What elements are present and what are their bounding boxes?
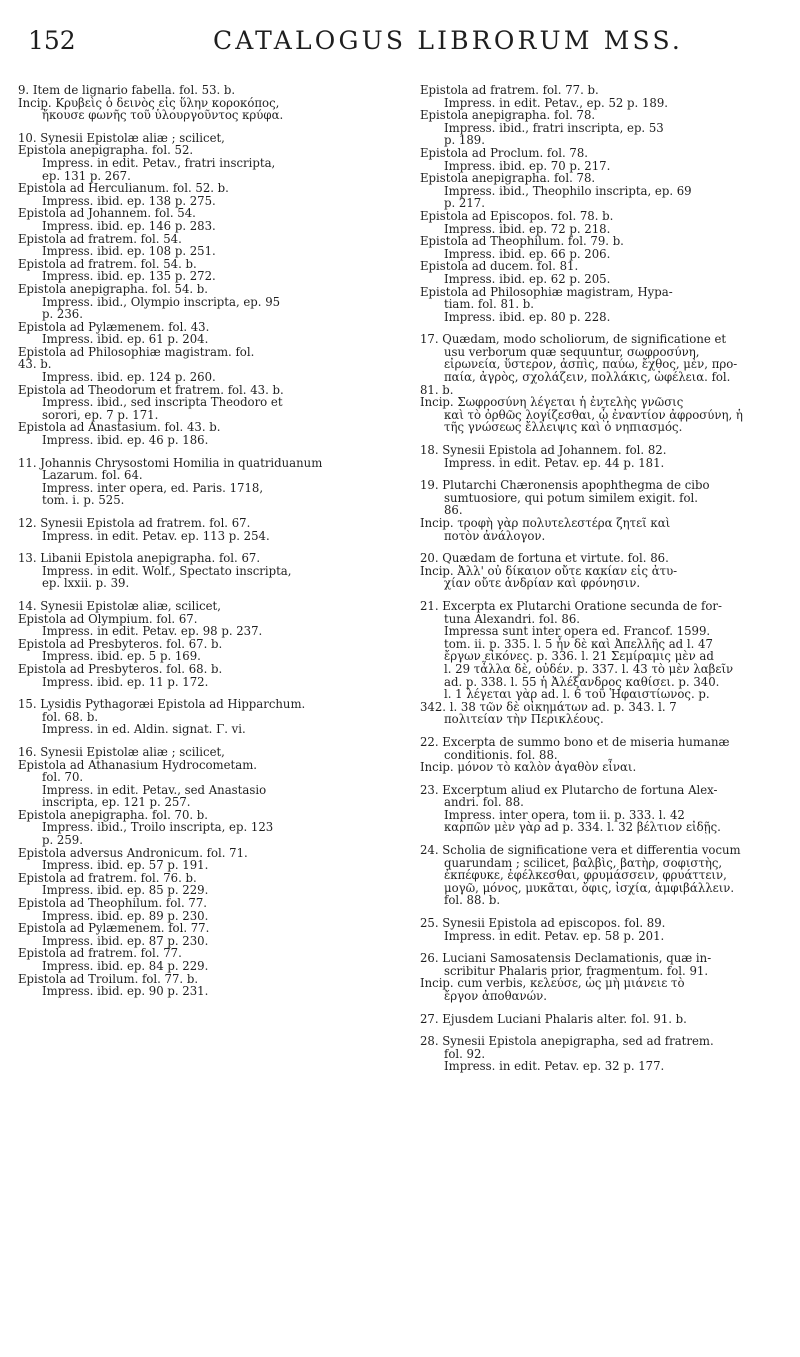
entry-line: Impress. ibid. ep. 72 p. 218. bbox=[444, 221, 611, 236]
entry-line: Impress. ibid. ep. 84 p. 229. bbox=[42, 959, 209, 973]
entry-line: 11. Johannis Chrysostomi Homilia in quatriduanum bbox=[18, 455, 323, 470]
entry-line: Impress. in ed. Aldin. signat. Γ. vi. bbox=[42, 722, 246, 737]
entry-line: 9. Item de lignario fabella. fol. 53. b. bbox=[18, 83, 236, 97]
catalogue-entry bbox=[420, 952, 790, 1002]
entry-line: χίαν οὔτε ἀνδρίαν καὶ φρόνησιν. bbox=[444, 576, 641, 591]
entry-line: andri. fol. 88. bbox=[444, 795, 524, 810]
entry-line: Impress. ibid. ep. 87 p. 230. bbox=[42, 933, 209, 948]
entry-line: παία, ἀγρὸς, σχολάζειν, πολλάκις, ὠφέλεια. fol. bbox=[444, 370, 731, 385]
entry-line: scribitur Phalaris prior, fragmentum. fol. 91. bbox=[444, 963, 709, 978]
entry-line: Impress. ibid. ep. 61 p. 204. bbox=[42, 332, 209, 347]
catalogue-entry bbox=[18, 457, 388, 507]
page-header bbox=[0, 24, 800, 64]
catalogue-entry bbox=[420, 479, 790, 542]
entry-line: fol. 88. b. bbox=[444, 893, 501, 908]
entry-line: inscripta, ep. 121 p. 257. bbox=[42, 795, 191, 810]
entry-line: ἔργων εἰκόνες. p. 336. l. 21 Σεμίραμις μὲν ad bbox=[444, 649, 714, 664]
entry-line: Impress. in edit. Petav., fratri inscripta, bbox=[42, 155, 276, 170]
catalogue-entry bbox=[18, 552, 388, 590]
entry-line: 24. Scholia de significatione vera et differentia vocum bbox=[420, 843, 741, 858]
entry-line: p. 189. bbox=[444, 133, 485, 148]
entry-line: μογῶ, μόνος, μυκᾶται, ὄφις, ἰσχία, ἀμφιβάλλειν. bbox=[444, 880, 735, 895]
catalogue-entry bbox=[420, 917, 790, 942]
entry-line: sorori, ep. 7 p. 171. bbox=[42, 407, 159, 422]
entry-line: Incip. μόνον τὸ καλὸν ἀγαθὸν εἶναι. bbox=[420, 760, 637, 775]
entry-line: ep. 131 p. 267. bbox=[42, 168, 131, 183]
entry-line: l. 29 τἆλλα δὲ, οὐδέν. p. 337. l. 43 τὸ μὲν λαβεῖν bbox=[444, 661, 734, 676]
entry-line: Impress. in edit. Wolf., Spectato inscripta, bbox=[42, 563, 292, 578]
entry-line: Impress. ibid. ep. 85 p. 229. bbox=[42, 883, 209, 898]
entry-line: sumtuosiore, qui potum similem exigit. fol. bbox=[444, 490, 698, 505]
entry-line: Impress. in edit. Petav. ep. 58 p. 201. bbox=[444, 928, 665, 943]
entry-line: Impress. ibid., Olympio inscripta, ep. 95 bbox=[42, 294, 281, 309]
catalogue-entry bbox=[420, 784, 790, 834]
catalogue-entry bbox=[420, 333, 790, 434]
entry-line: 16. Synesii Epistolæ aliæ ; scilicet, bbox=[18, 744, 225, 759]
entry-line: Impress. ibid. ep. 66 p. 206. bbox=[444, 246, 611, 261]
catalogue-entry bbox=[420, 84, 790, 323]
catalogue-entry bbox=[18, 600, 388, 688]
catalogue-entry bbox=[420, 1013, 790, 1026]
entry-line: Epistola ad fratrem. fol. 76. b. bbox=[18, 870, 197, 885]
entry-line: Epistola ad ducem. fol. 81. bbox=[420, 259, 579, 274]
entry-line: ad. p. 338. l. 55 ἡ Ἀλέξανδρος καθίσει. p. 340. bbox=[444, 674, 720, 689]
entry-line: Impress. ibid. ep. 70 p. 217. bbox=[444, 158, 611, 173]
entry-line: ep. lxxii. p. 39. bbox=[42, 576, 130, 591]
entry-line: Impress. ibid. ep. 62 p. 205. bbox=[444, 271, 611, 286]
entry-line: conditionis. fol. 88. bbox=[444, 747, 558, 762]
catalogue-entry bbox=[420, 736, 790, 774]
entry-line: Incip. Κρυβεὶς ὁ δεινὸς εἰς ὕλην κοροκόπος, bbox=[18, 95, 280, 110]
entry-line: Epistola ad Episcopos. fol. 78. b. bbox=[420, 208, 614, 223]
entry-line: Incip. Ἀλλ' οὐ δίκαιον οὔτε κακίαν εἰς ἀτυ- bbox=[420, 563, 678, 578]
entry-line: καρπῶν μὲν γὰρ ad p. 334. l. 32 βέλτιον εἰδῇς. bbox=[444, 820, 721, 835]
entry-line: 10. Synesii Epistolæ aliæ ; scilicet, bbox=[18, 130, 225, 145]
entry-line: 342. l. 38 τῶν δὲ οἰκημάτων ad. p. 343. l. 7 bbox=[420, 699, 677, 714]
entry-line: tom. i. p. 525. bbox=[42, 493, 125, 508]
entry-line: 26. Luciani Samosatensis Declamationis, quæ in- bbox=[420, 951, 712, 966]
entry-line: 81. b. bbox=[420, 382, 454, 397]
catalogue-entry bbox=[420, 552, 790, 590]
entry-line: tom. ii. p. 335. l. 5 ἦν δὲ καὶ Ἀπελλῆς ad l. 47 bbox=[444, 636, 713, 651]
entry-line: Impress. ibid. ep. 11 p. 172. bbox=[42, 674, 209, 689]
left-column bbox=[18, 84, 388, 1008]
entry-line: ἤκουσε φωνῆς τοῦ ὑλουργοῦντος κρύφα. bbox=[42, 108, 284, 123]
entry-line: Epistola anepigrapha. fol. 70. b. bbox=[18, 807, 209, 822]
entry-line: Epistola ad Olympium. fol. 67. bbox=[18, 611, 198, 626]
entry-line: πολιτείαν τὴν Περικλέους. bbox=[444, 712, 604, 727]
entry-line: Epistola ad fratrem. fol. 77. bbox=[18, 946, 182, 961]
entry-line: Epistola ad fratrem. fol. 54. b. bbox=[18, 256, 197, 271]
entry-line: quarundam ; scilicet, βαλβὶς, βατὴρ, σοφιστὴς, bbox=[444, 855, 723, 870]
entry-line: Impress. ibid., Theophilo inscripta, ep. 69 bbox=[444, 183, 692, 198]
entry-line: tuna Alexandri. fol. 86. bbox=[444, 611, 580, 626]
entry-line: Impress. inter opera, ed. Paris. 1718, bbox=[42, 480, 264, 495]
entry-line: 18. Synesii Epistola ad Johannem. fol. 82. bbox=[420, 443, 667, 458]
entry-line: p. 217. bbox=[444, 196, 485, 211]
entry-line: 23. Excerptum aliud ex Plutarcho de fortuna Alex- bbox=[420, 782, 718, 797]
entry-line: Impress. ibid. ep. 138 p. 275. bbox=[42, 193, 216, 208]
catalogue-entry bbox=[18, 746, 388, 998]
entry-line: Impress. ibid. ep. 90 p. 231. bbox=[42, 984, 209, 999]
catalogue-entry bbox=[18, 698, 388, 736]
entry-line: Impress. in edit. Petav. ep. 32 p. 177. bbox=[444, 1059, 665, 1074]
entry-line: fol. 68. b. bbox=[42, 709, 99, 724]
entry-line: Impress. in edit. Petav., ep. 52 p. 189. bbox=[444, 95, 668, 110]
running-head: CATALOGUS LIBRORUM MSS. bbox=[212, 26, 684, 55]
entry-line: p. 259. bbox=[42, 833, 83, 848]
entry-line: Impressa sunt inter opera ed. Francof. 1599. bbox=[444, 624, 711, 639]
entry-line: ἔργον ἀποθανών. bbox=[444, 989, 547, 1003]
entry-line: Epistola ad Philosophiæ magistram, Hypa- bbox=[420, 284, 673, 299]
entry-line: 27. Ejusdem Luciani Phalaris alter. fol. 91. b. bbox=[420, 1011, 687, 1026]
entry-line: 17. Quædam, modo scholiorum, de significatione et bbox=[420, 332, 727, 347]
entry-line: Epistola ad Theodorum et fratrem. fol. 43. b. bbox=[18, 382, 284, 397]
catalogue-entry bbox=[18, 132, 388, 447]
entry-line: Impress. ibid., fratri inscripta, ep. 53 bbox=[444, 120, 664, 135]
entry-line: ἐκπέφυκε, ἐφέλκεσθαι, φρυμάσσειν, φρυάττειν, bbox=[444, 868, 727, 883]
entry-line: tiam. fol. 81. b. bbox=[444, 297, 534, 312]
entry-line: Lazarum. fol. 64. bbox=[42, 468, 143, 483]
entry-line: Incip. τροφὴ γὰρ πολυτελεστέρα ζητεῖ καὶ bbox=[420, 516, 671, 530]
entry-line: Impress. ibid. ep. 46 p. 186. bbox=[42, 433, 209, 448]
catalogue-entry bbox=[18, 84, 388, 122]
entry-line: Epistola ad Proclum. fol. 78. bbox=[420, 145, 588, 160]
entry-line: Epistola anepigrapha. fol. 78. bbox=[420, 171, 596, 186]
entry-line: Impress. ibid. ep. 146 p. 283. bbox=[42, 218, 216, 233]
entry-line: 12. Synesii Epistola ad fratrem. fol. 67. bbox=[18, 516, 251, 530]
entry-line: Impress. in edit. Petav. ep. 98 p. 237. bbox=[42, 624, 263, 639]
catalogue-entry bbox=[420, 444, 790, 469]
entry-line: Impress. ibid. ep. 135 p. 272. bbox=[42, 269, 216, 284]
entry-line: Impress. ibid., Troilo inscripta, ep. 123 bbox=[42, 820, 274, 835]
entry-line: Impress. ibid. ep. 80 p. 228. bbox=[444, 309, 611, 324]
entry-line: Impress. ibid. ep. 108 p. 251. bbox=[42, 244, 216, 259]
entry-line: Impress. ibid. ep. 57 p. 191. bbox=[42, 858, 209, 873]
entry-line: Impress. ibid. ep. 124 p. 260. bbox=[42, 370, 216, 385]
entry-line: Epistola ad Athanasium Hydrocometam. bbox=[18, 757, 257, 772]
entry-line: 15. Lysidis Pythagoræi Epistola ad Hipparchum. bbox=[18, 697, 306, 712]
entry-line: Epistola ad fratrem. fol. 77. b. bbox=[420, 83, 599, 97]
entry-line: Epistola ad Theophilum. fol. 77. bbox=[18, 896, 207, 911]
entry-line: Epistola ad Anastasium. fol. 43. b. bbox=[18, 420, 221, 435]
entry-line: p. 236. bbox=[42, 307, 83, 322]
entry-line: Impress. ibid. ep. 89 p. 230. bbox=[42, 908, 209, 923]
page-number: 152 bbox=[28, 26, 76, 55]
entry-line: ποτὸν ἀνάλογον. bbox=[444, 528, 546, 543]
entry-line: Impress. ibid. ep. 5 p. 169. bbox=[42, 649, 201, 664]
entry-line: 28. Synesii Epistola anepigrapha, sed ad fratrem. bbox=[420, 1034, 714, 1049]
entry-line: Epistola anepigrapha. fol. 52. bbox=[18, 143, 194, 158]
entry-line: Epistola ad Presbyteros. fol. 68. b. bbox=[18, 661, 223, 676]
entry-line: Impress. in edit. Petav. ep. 44 p. 181. bbox=[444, 455, 665, 470]
entry-line: 43. b. bbox=[18, 357, 52, 372]
catalogue-entry bbox=[420, 600, 790, 726]
entry-line: Impress. in edit. Petav. ep. 113 p. 254. bbox=[42, 528, 270, 543]
catalogue-entry bbox=[420, 1035, 790, 1073]
entry-line: 86. bbox=[444, 503, 463, 518]
entry-line: Epistola ad Philosophiæ magistram. fol. bbox=[18, 344, 255, 359]
entry-line: Epistola ad Troilum. fol. 77. b. bbox=[18, 971, 199, 986]
entry-line: Epistola ad Johannem. fol. 54. bbox=[18, 206, 196, 221]
entry-line: Incip. cum verbis, κελεύσε, ὡς μὴ μιάνειε τὸ bbox=[420, 976, 685, 991]
entry-line: Epistola ad Presbyteros. fol. 67. b. bbox=[18, 636, 223, 651]
entry-line: l. 1 λέγεται γὰρ ad. l. 6 τοῦ Ἡφαιστίωνος. p. bbox=[444, 687, 710, 702]
entry-line: Impress. in edit. Petav., sed Anastasio bbox=[42, 782, 267, 797]
entry-line: Epistola ad Theophilum. fol. 79. b. bbox=[420, 234, 624, 249]
catalogue-entry bbox=[18, 517, 388, 542]
entry-line: usu verborum quæ sequuntur, σωφροσύνη, bbox=[444, 344, 700, 359]
right-column bbox=[420, 84, 790, 1083]
entry-line: Impress. ibid., sed inscripta Theodoro et bbox=[42, 395, 283, 410]
entry-line: Epistola ad Pylæmenem. fol. 77. bbox=[18, 921, 210, 936]
entry-line: εἰρωνεία, ὕστερον, ἀσπὶς, παύω, ἔχθος, μὲν, προ- bbox=[444, 357, 738, 372]
entry-line: Epistola ad fratrem. fol. 54. bbox=[18, 231, 182, 246]
entry-line: Epistola anepigrapha. fol. 78. bbox=[420, 108, 596, 123]
entry-line: 21. Excerpta ex Plutarchi Oratione secunda de for- bbox=[420, 598, 722, 613]
entry-line: 19. Plutarchi Chæronensis apophthegma de cibo bbox=[420, 478, 710, 493]
entry-line: 20. Quædam de fortuna et virtute. fol. 86. bbox=[420, 551, 669, 566]
entry-line: Impress. inter opera, tom ii. p. 333. l. 42 bbox=[444, 807, 685, 822]
entry-line: 25. Synesii Epistola ad episcopos. fol. 89. bbox=[420, 916, 666, 931]
entry-line: καὶ τὸ ὀρθῶς λογίζεσθαι, ᾧ ἐναντίον ἀφροσύνη, ἡ bbox=[444, 407, 743, 422]
entry-line: 13. Libanii Epistola anepigrapha. fol. 67. bbox=[18, 551, 261, 566]
entry-line: τῆς γνώσεως ἔλλειψις καὶ ὁ νηπιασμός. bbox=[444, 420, 683, 435]
entry-line: Epistola adversus Andronicum. fol. 71. bbox=[18, 845, 248, 860]
catalogue-entry bbox=[420, 844, 790, 907]
entry-line: 14. Synesii Epistolæ aliæ, scilicet, bbox=[18, 598, 221, 613]
entry-line: fol. 70. bbox=[42, 770, 84, 785]
entry-line: Epistola ad Herculianum. fol. 52. b. bbox=[18, 181, 229, 196]
entry-line: 22. Excerpta de summo bono et de miseria humanæ bbox=[420, 734, 730, 749]
entry-line: Epistola anepigrapha. fol. 54. b. bbox=[18, 281, 209, 296]
entry-line: Epistola ad Pylæmenem. fol. 43. bbox=[18, 319, 210, 334]
entry-line: Incip. Σωφροσύνη λέγεται ἡ ἐντελὴς γνῶσις bbox=[420, 395, 684, 410]
entry-line: fol. 92. bbox=[444, 1046, 486, 1061]
